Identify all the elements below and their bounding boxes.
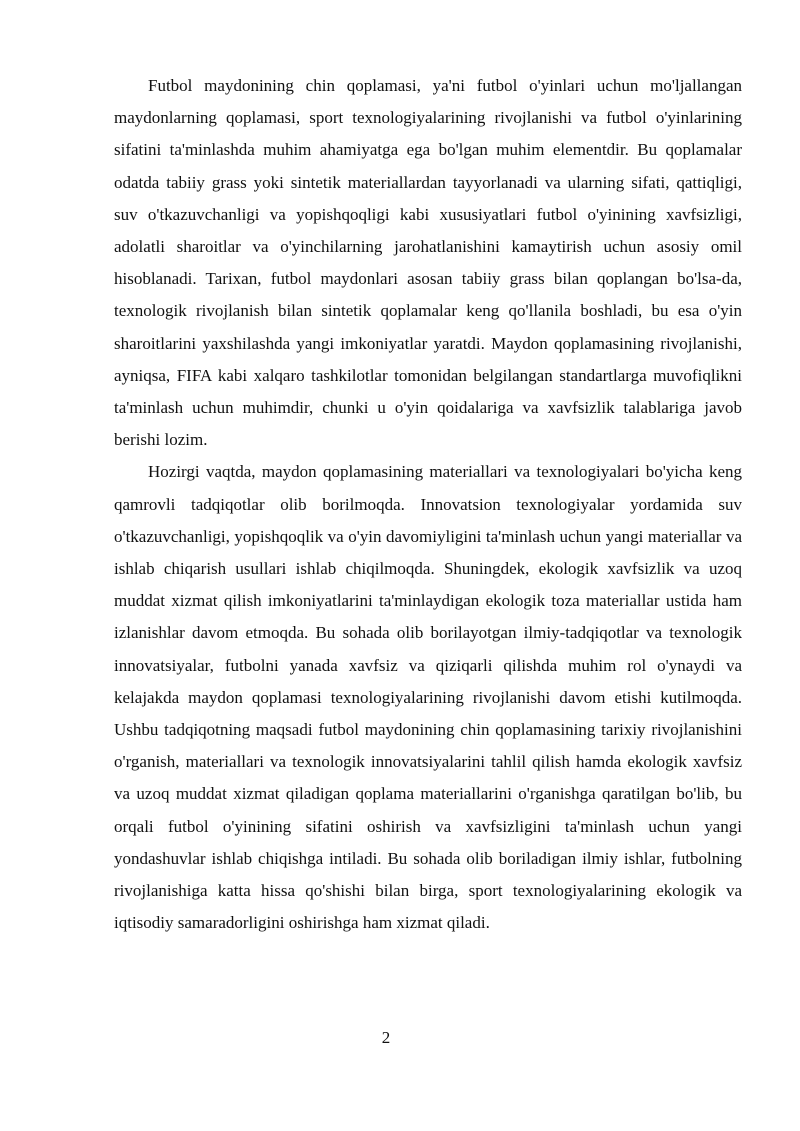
paragraph-1: Futbol maydonining chin qoplamasi, ya'ni futbol o'yinlari uchun mo'ljallangan maydonlarning qoplamasi, sport texnologiyalarining rivojlanishi va futbol o'yinlarining sifatini ta'minlashda muhim ahamiyatga ega bo'lgan muhim elementdir. Bu qoplamalar odatda tabiiy grass yoki sintetik materiallardan tayyorlanadi va ularning sifati, qattiqligi, suv o'tkazuvchanligi va yopishqoqligi kabi xususiyatlari futbol o'yinining xavfsizligi, adolatli sharoitlar va o'yinchilarning jarohatlanishini kamaytirish uchun asosiy omil hisoblanadi. Tarixan, futbol maydonlari asosan tabiiy grass bilan qoplangan bo'lsa-da, texnologik rivojlanish bilan sintetik qoplamalar keng qo'llanila boshladi, bu esa o'yin sharoitlarini yaxshilashda yangi imkoniyatlar yaratdi. Maydon qoplamasining rivojlanishi, ayniqsa, FIFA kabi xalqaro tashkilotlar tomonidan belgilangan standartlarga muvofiqlikni ta'minlash uchun muhimdir, chunki u o'yin qoidalariga va xavfsizlik talablariga javob berishi lozim.	[114, 76, 742, 450]
page-number: 2	[381, 1028, 391, 1047]
document-body	[114, 70, 742, 939]
paragraph-2: Hozirgi vaqtda, maydon qoplamasining materiallari va texnologiyalari bo'yicha keng qamrovli tadqiqotlar olib borilmoqda. Innovatsion texnologiyalar yordamida suv o'tkazuvchanligi, yopishqoqlik va o'yin davomiyligini ta'minlash uchun yangi materiallar va ishlab chiqarish usullari ishlab chiqilmoqda. Shuningdek, ekologik xavfsizlik va uzoq muddat xizmat qilish imkoniyatlarini ta'minlaydigan ekologik toza materiallar ustida ham izlanishlar davom etmoqda. Bu sohada olib borilayotgan ilmiy-tadqiqotlar va texnologik innovatsiyalar, futbolni yanada xavfsiz va qiziqarli qilishda muhim rol o'ynaydi va kelajakda maydon qoplamasi texnologiyalarining rivojlanishi davom etishi kutilmoqda. Ushbu tadqiqotning maqsadi futbol maydonining chin qoplamasining tarixiy rivojlanishini o'rganish, materiallari va texnologik innovatsiyalarini tahlil qilish hamda ekologik xavfsiz va uzoq muddat xizmat qiladigan qoplama materiallarini o'rganishga qaratilgan bo'lib, bu orqali futbol o'yinining sifatini oshirish va xavfsizligini ta'minlash uchun yangi yondashuvlar ishlab chiqishga intiladi. Bu sohada olib boriladigan ilmiy ishlar, futbolning rivojlanishiga katta hissa qo'shishi bilan birga, sport texnologiyalarining ekologik va iqtisodiy samaradorligini oshirishga ham xizmat qiladi.	[114, 462, 742, 933]
